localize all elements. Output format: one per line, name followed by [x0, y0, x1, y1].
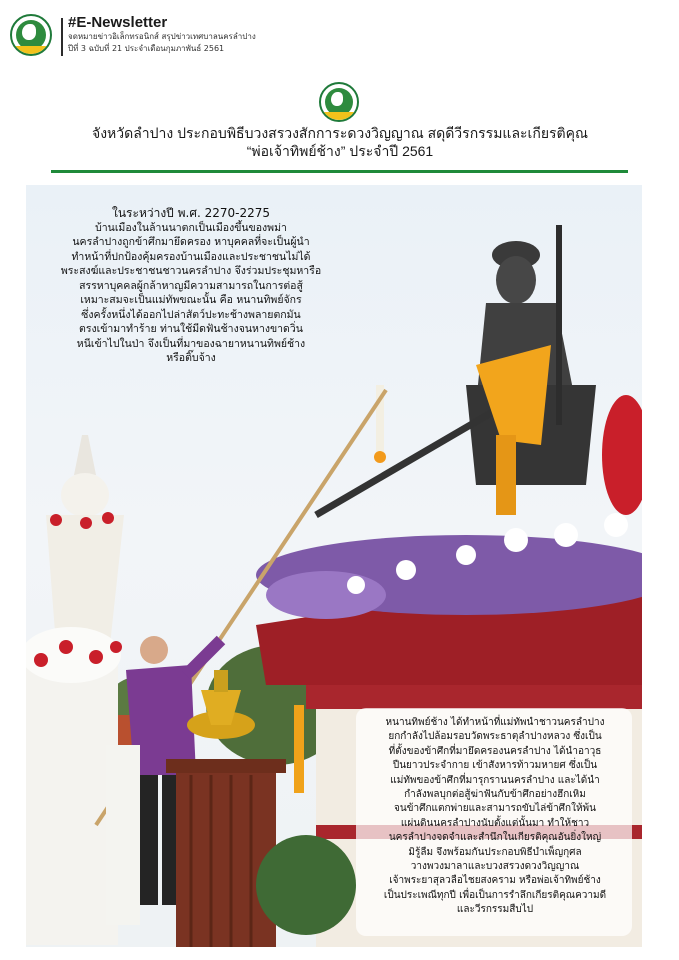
para2-line: ที่ตั้งของข้าศึกที่มายึดครองนครลำปาง ได้นำอาวุธ [388, 745, 602, 757]
para1-line: นครลำปางถูกข้าศึกมายึดครอง หาบุคคลที่จะเป็นผู้นำ [72, 236, 310, 248]
brand-block [68, 14, 256, 55]
para2-line: เจ้าพระยาสุลวลือไชยสงคราม หรือพ่อเจ้าทิพย์ช้าง [389, 875, 601, 887]
article-headline [40, 124, 640, 160]
story-paragraph [364, 716, 626, 918]
warrior-statue-icon [316, 225, 596, 515]
para1-line: เหมาะสมจะเป็นแม่ทัพขณะนั้น คือ หนานทิพย์จักร [80, 294, 302, 306]
headline-line-1: จังหวัดลำปาง ประกอบพิธีบวงสรวงสักการะดวงวิญญาณ สดุดีวีรกรรมและเกียรติคุณ [91, 125, 588, 141]
headline-line-2: “พ่อเจ้าทิพย์ช้าง” ประจำปี 2561 [246, 143, 434, 159]
para1-line: ตรงเข้ามาทำร้าย ท่านใช้มีดฟันช้างจนหางขาดวิ่น [79, 323, 303, 335]
newsletter-header [0, 0, 679, 70]
para1-line: ในระหว่างปี พ.ศ. 2270-2275 [111, 206, 270, 220]
shrub-plants [256, 835, 356, 935]
newsletter-subtitle: จดหมายข่าวอิเล็กทรอนิกส์ สรุปข่าวเทศบาลนครลำปาง [68, 32, 256, 41]
para2-line: แผ่นดินนครลำปางนับตั้งแต่นั้นมา ทำให้ชาว [400, 817, 590, 829]
para1-line: หนีเข้าไปในป่า จึงเป็นที่มาของฉายาหนานทิพย์ช้าง [76, 337, 306, 350]
header-divider [61, 18, 63, 56]
para2-line: เป็นประเพณีทุกปี เพื่อเป็นการรำลึกเกียรติคุณความดี [383, 889, 607, 901]
para2-line: ปืนยาวประจำกาย เข้าสังหารท้าวมหายศ ซึ่งเป็น [392, 760, 598, 772]
para2-line: หนานทิพย์ช้าง ได้ทำหน้าที่แม่ทัพนำชาวนครลำปาง [385, 717, 605, 728]
issue-info: ปีที่ 3 ฉบับที่ 21 ประจำเดือนกุมภาพันธ์ 2561 [68, 44, 225, 53]
para2-line: แม่ทัพของข้าศึกที่มารุกรานนครลำปาง และได้นำ [390, 774, 600, 786]
para2-line: จนข้าศึกแตกพ่ายและสามารถขับไล่ข้าศึกให้พ้น [393, 803, 596, 815]
newsletter-title: #E-Newsletter [68, 14, 168, 31]
para1-line: บ้านเมืองในล้านนาตกเป็นเมืองขึ้นของพม่า [95, 221, 287, 234]
intro-paragraph [50, 206, 332, 366]
para2-line: มิรู้ลืม จึงพร้อมกันประกอบพิธีบำเพ็ญกุศล [408, 846, 582, 858]
center-seal-icon [319, 82, 359, 122]
para1-line: ซึ่งครั้งหนึ่งได้ออกไปล่าสัตว์ปะทะช้างพลายตกมัน [81, 308, 301, 321]
para1-line: สรรหาบุคคลผู้กล้าหาญมีความสามารถในการต่อสู้ [79, 279, 303, 292]
para2-line: ยกกำลังไปล้อมรอบวัดพระธาตุลำปางหลวง ซึ่งเป็น [388, 731, 602, 743]
para1-line: พระสงฆ์และประชาชนชาวนครลำปาง จึงร่วมประชุมหารือ [60, 265, 322, 277]
para1-line: ทำหน้าที่ปกป้องคุ้มครองบ้านเมืองและประชาชนไม่ได้ [71, 250, 311, 263]
municipality-seal-icon [10, 14, 52, 56]
para2-line: นครลำปางจดจำและสำนึกในเกียรติคุณอันยิ่งใหญ่ [388, 832, 602, 844]
ceremonial-candle [294, 705, 304, 793]
para1-line: หรือติ๊บจ้าง [166, 352, 216, 364]
attendant-figure [106, 745, 140, 925]
para2-line: และวีรกรรมสืบไป [456, 904, 534, 916]
para2-line: กำลังพลบุกต่อสู้ฆ่าฟันกับข้าศึกอย่างฮึกเหิม [404, 789, 586, 801]
para2-line: วางพวงมาลาและบวงสรวงดวงวิญญาณ [410, 861, 580, 873]
headline-rule [51, 170, 628, 173]
